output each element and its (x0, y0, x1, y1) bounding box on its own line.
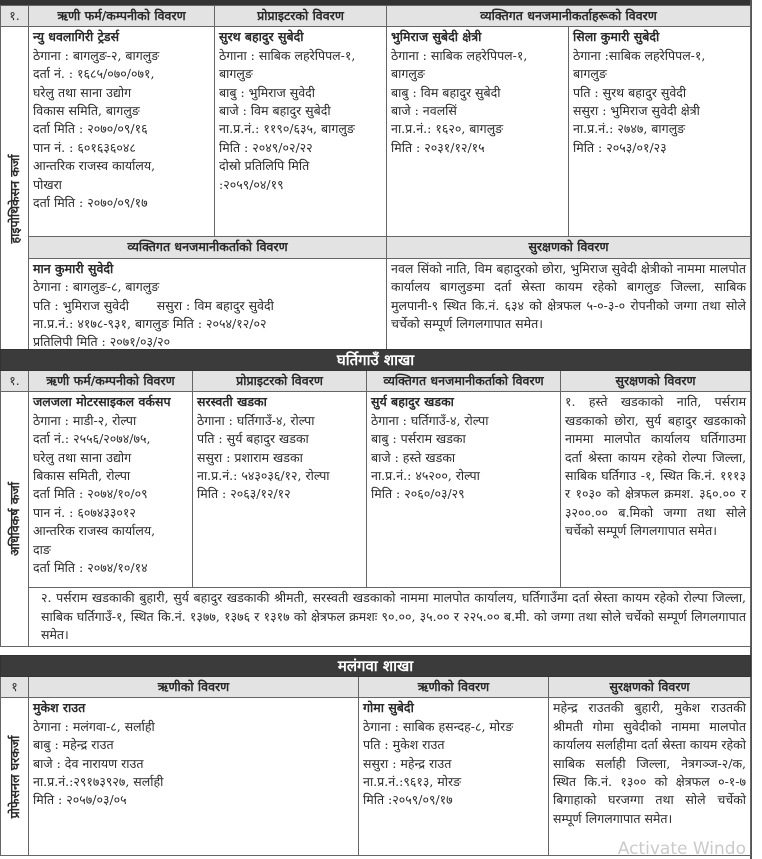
branch-title: घर्तिगाउँ शाखा (1, 350, 751, 371)
detail-line: आन्तरिक राजस्व कार्यालय, (33, 158, 156, 174)
detail-line: बाबु : भुमिराज सुवेदी (219, 84, 316, 100)
proprietor-details (193, 392, 367, 588)
person-name: मुकेश राउत (33, 700, 86, 716)
row-number: १. (1, 6, 29, 27)
person-name: मान कुमारी सुवेदी (33, 260, 114, 276)
detail-line: दर्ता मिति : २०७४/१०/०९ (33, 486, 148, 502)
detail-line: बाबु : पर्सराम खडका (371, 431, 466, 447)
header-proprietor: प्रोप्राइटरको विवरण (193, 371, 367, 392)
detail-line: मिति : २०६३/१२/१२ (197, 486, 291, 502)
section-home-loan-table (0, 655, 751, 856)
detail-line: ना.प्र.नं.: २७४७, बागलुङ (573, 121, 686, 137)
detail-line: दर्ता मिति : २०७०/०९/१७ (33, 195, 148, 211)
detail-line: विकास समिति, बागलुङ (33, 103, 140, 119)
detail-line: मिति : २०५७/०३/०५ (33, 792, 127, 808)
activation-watermark: Activate Windo (617, 839, 746, 859)
detail-line: दाङ (33, 541, 51, 557)
detail-line: ठेगाना : घर्तिगाउँ-४, रोल्पा (197, 412, 315, 428)
detail-line: ठेगाना : मलंगवा-८, सर्लाही (33, 718, 155, 734)
header-security: सुरक्षणको विवरण (561, 371, 751, 392)
header-security: सुरक्षणको विवरण (387, 237, 751, 258)
branch-title: मलंगवा शाखा (1, 656, 751, 677)
header-guarantor: व्यक्तिगत धनजमानीकर्ताको विवरण (29, 237, 387, 258)
detail-line: दर्ता मिति : २०७०/०९/१६ (33, 121, 148, 137)
detail-line: बिकास समिती, रोल्पा (33, 468, 131, 484)
detail-line: पति : सुरथ बहादुर सुवेदी (573, 84, 687, 100)
security-details: नवल सिंको नाति, विम बहादुरको छोरा, भुमिराज सुवेदी क्षेत्रीको नाममा मालपोत कार्यालय बागलुङमा दर्ता स्रेस्ता कायम रहेको बागलुङ जिल्ला, साबिक मुलपानी-९ स्थित कि.नं. ६३४ को क्षेत्रफल ५-०-३-० रोपनीको जग्गा तथा सोले चर्चेको सम्पूर्ण लिगलगापात समेत। (387, 258, 751, 370)
header-guarantors: व्यक्तिगत धनजमानीकर्ताहरूको विवरण (387, 6, 751, 27)
detail-line: ठेगाना : बागलुङ-८, बागलुङ (33, 279, 160, 295)
detail-line: बाजे : नवलसिं (391, 103, 457, 119)
detail-line: ना.प्र.नं.: ११९०/६३५, बागलुङ (219, 121, 355, 137)
detail-line: ससुरा : प्रशाराम खडका (197, 449, 303, 465)
detail-line: दोस्रो प्रतिलिपि मिति (219, 158, 310, 174)
detail-line: पति : सुर्य बहादुर खडका (197, 431, 309, 447)
detail-line: बाबु : विम बहादुर सुबेदी (391, 84, 501, 100)
detail-line: बागलुङ (391, 66, 425, 82)
detail-line: बाबु : महेन्द्र राउत (33, 737, 114, 753)
person-name: भुमिराज सुबेदी क्षेत्री (391, 29, 482, 45)
detail-line: ना.प्र.नं.: ४५२००, रोल्पा (371, 468, 480, 484)
detail-line: बागलुङ (219, 66, 253, 82)
detail-line: दर्ता नं.: २५५६/२०७४/७५, (33, 431, 151, 447)
person-name: सिला कुमारी सुबेदी (573, 29, 660, 45)
detail-line: ठेगाना :साबिक लहरेपिपल-१, (573, 47, 706, 63)
detail-line: ससुरा : भुमिराज सुवेदी क्षेत्री (573, 103, 700, 119)
detail-line: ना.प्र.नं.:२९१७३९२७, सर्लाही (33, 774, 164, 790)
detail-line: मिति : २०३१/१२/१५ (391, 139, 485, 155)
security-details: १. हस्ते खडकाको नाति, पर्सराम खडकाको छोरा, सुर्य बहादुर खडकाको नाममा मालपोत कार्यालय घर्तिगाउमा दर्ता श्रेस्ता कायम रहेको रोल्पा जिल्ला, साबिक घर्तिगाउ -१, स्थित कि.नं. १११३ र १०३० को क्षेत्रफल क्रमश. ३६०.०० र ३२००.०० ब.मिको जग्गा तथा सोले चर्चेको सम्पूर्ण लिगलगापात समेत। (561, 392, 751, 588)
header-guarantor: व्यक्तिगत धनजमानीकर्ताको विवरण (367, 371, 561, 392)
detail-line: आन्तरिक राजस्व कार्यालय, (33, 523, 156, 539)
detail-line: मिति :२०५९/०९/१७ (363, 792, 453, 808)
detail-line: ठेगाना : बागलुङ-२, बागलुङ (33, 47, 160, 63)
borrower-details (359, 698, 549, 856)
person-name: सरस्वती खडका (197, 394, 267, 410)
borrower-details (29, 698, 359, 856)
loan-type-label: हाइपोथिकेसन कर्जा (1, 27, 29, 370)
security-details: महेन्द्र राउतकी बुहारी, मुकेश राउतकी श्रीमती गोमा सुवेदीको नाममा मालपोत कार्यालय सर्लाहीमा दर्ता स्रेस्ता कायम रहेको साबिक सर्लाही जिल्ला, नेत्रगञ्ज-२/क, स्थित कि.नं. १३०० को क्षेत्रफल ०-१-७ बिगाहाको घरजग्गा तथा सोले चर्चेको सम्पूर्ण लिगलगापात समेत। (549, 698, 751, 856)
detail-line: घरेलु तथा साना उद्योग (33, 449, 132, 465)
detail-line: मिति : २०४९/०२/२२ (219, 139, 313, 155)
row-number: १ (1, 677, 29, 698)
detail-line: पान नं. : ६०७४३३०१२ (33, 504, 136, 520)
loan-type-label: अधिविकर्ष कर्जा (1, 392, 29, 646)
loan-type-label: प्रोफेसनल घरकर्जा (1, 698, 29, 856)
header-borrower: ऋणी फर्म/कम्पनीको विवरण (29, 6, 215, 27)
detail-line: पान नं. : ६०१६३६०४८ (33, 139, 136, 155)
detail-line: बाजे : हस्ते खडका (371, 449, 456, 465)
person-name: जलजला मोटरसाइकल वर्कसप (33, 394, 171, 410)
detail-line: ठेगाना : साबिक लहरेपिपल-१, (219, 47, 356, 63)
detail-line: मिति : २०६०/०३/२९ (371, 486, 465, 502)
detail-line: प्रतिलिपी मिति : २०७१/०३/२० (33, 334, 171, 350)
detail-line: ना.प्र.नं.: ५४३०३६/१२, रोल्पा (197, 468, 330, 484)
detail-line: बाजे : देव नारायण राउत (33, 755, 144, 771)
security-details-2: २. पर्सराम खडकाकी बुहारी, सुर्य बहादुर खडकाकी श्रीमती, सरस्वती खडकाको नाममा मालपोत कार्यालय, घर्तिगाउँमा दर्ता स्रेस्ता कायम रहेको रोल्पा जिल्ला, साबिक घर्तिगाउँ-१, स्थित कि.नं. १३७७, १३७६ र १३१७ को क्षेत्रफल क्रमशः ९०.००, ३५.०० र २२५.०० ब.मी. को जग्गा तथा सोले चर्चेको सम्पूर्ण लिगलगापात समेत। (29, 588, 751, 646)
detail-line: ठेगाना : माडी-२, रोल्पा (33, 412, 137, 428)
detail-line: ना.प्र.नं.:९६१३, मोरङ (363, 774, 462, 790)
borrower-details (29, 392, 193, 588)
detail-line: घरेलु तथा साना उद्योग (33, 84, 132, 100)
header-proprietor: प्रोप्राइटरको विवरण (215, 6, 387, 27)
header-borrower: ऋणी फर्म/कम्पनीको विवरण (29, 371, 193, 392)
detail-line: ससुरा : महेन्द्र राउत (363, 755, 452, 771)
header-borrower: ऋणीको विवरण (359, 677, 549, 698)
header-borrower: ऋणीको विवरण (29, 677, 359, 698)
detail-line: पति : भुमिराज सुवेदी ससुरा : विम बहादुर सुवेदी (33, 297, 274, 313)
row-number: १. (1, 371, 29, 392)
detail-line: ना.प्र.नं.: १६२०, बागलुङ (391, 121, 504, 137)
detail-line: मिति : २०५३/०१/२३ (573, 139, 667, 155)
person-name: सुरथ बहादुर सुबेदी (219, 29, 304, 45)
person-name: सुर्य बहादुर खडका (371, 394, 454, 410)
header-security: सुरक्षणको विवरण (549, 677, 751, 698)
borrower-details (29, 27, 215, 237)
detail-line: ना.प्र.नं.: ४१७८-९३१, बागलुङ मिति : २०५४/१२/०२ (33, 316, 267, 332)
section-overdraft-table (0, 349, 751, 647)
detail-line: पति : मुकेश राउत (363, 737, 445, 753)
detail-line: :२०५९/०४/१९ (219, 176, 284, 192)
guarantor-details (569, 27, 751, 237)
detail-line: ठेगाना : साबिक हसन्दह-८, मोरङ (363, 718, 514, 734)
detail-line: दर्ता मिति : २०७४/१०/१४ (33, 560, 148, 576)
person-name: न्यु धवलागिरी ट्रेडर्स (33, 29, 120, 45)
detail-line: दर्ता नं. : १६८५/०७०/०७१, (33, 66, 155, 82)
detail-line: ठेगाना : घर्तिगाउँ-४, रोल्पा (371, 412, 489, 428)
guarantor-details (367, 392, 561, 588)
section-hypothecation-table (0, 5, 751, 371)
proprietor-details (215, 27, 387, 237)
person-name: गोमा सुबेदी (363, 700, 414, 716)
detail-line: बागलुङ (573, 66, 607, 82)
detail-line: पोखरा (33, 176, 62, 192)
detail-line: बाजे : विम बहादुर सुबेदी (219, 103, 331, 119)
detail-line: ठेगाना : साबिक लहरेपिपल-१, (391, 47, 528, 63)
guarantor-details (387, 27, 569, 237)
